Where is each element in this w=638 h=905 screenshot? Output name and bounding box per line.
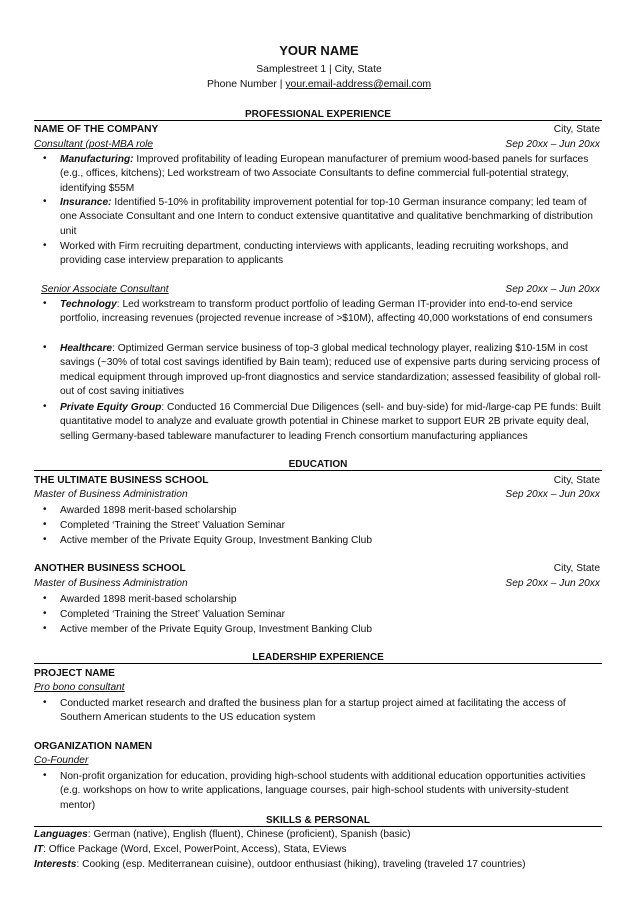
phone-label: Phone Number | [206, 79, 286, 90]
bullet-icon: • [43, 534, 47, 545]
bullet-icon: • [43, 770, 47, 781]
role-dates: Sep 20xx – Jun 20xx [505, 284, 600, 295]
list-item: Completed ‘Training the Street’ Valuation Seminar [60, 609, 285, 620]
school-location: City, State [553, 475, 600, 486]
list-item: Worked with Firm recruiting department, conducting interviews with applicants, leading recruiting workshops, and providing case interview preparation to applicants [60, 241, 569, 267]
bullet-icon: • [43, 342, 47, 353]
bullet-icon: • [43, 298, 47, 309]
company-name: NAME OF THE COMPANY [34, 124, 159, 135]
email-link[interactable]: your.email-address@email.com [285, 79, 432, 90]
degree: Master of Business Administration [34, 489, 188, 500]
list-item: Manufacturing: Improved profitability of leading European manufacturer of premium wood-based panels for surfaces (e.g., offices, kitchens); Led workstream of two Associate Consultants to define commercial full-potential strategy, identifying $55M [60, 154, 589, 194]
list-item: Technology: Led workstream to transform product portfolio of leading German IT-provider into end-to-end service portfolio, increasing revenues (projected revenue increase of >$10M), affecting 40,000 workstations of end consumers [60, 299, 593, 325]
bullet-icon: • [43, 608, 47, 619]
school-name: ANOTHER BUSINESS SCHOOL [34, 563, 186, 574]
school-location: City, State [553, 563, 600, 574]
list-item: Active member of the Private Equity Group, Investment Banking Club [60, 624, 372, 635]
list-item: Insurance: Identified 5-10% in profitability improvement potential for top-10 German insurance company; led team of one Associate Consultant and one Intern to conduct extensive quantitative and qualitative benchmarking of distribution unit [60, 197, 593, 237]
list-item: Non-profit organization for education, providing high-school students with additional education opportunities activities (e.g. workshops on how to write applications, language courses, pair high-school students with university-student mentor) [60, 771, 586, 811]
role-title: Consultant (post-MBA role [34, 139, 154, 150]
bullet-icon: • [43, 153, 47, 164]
role-dates: Sep 20xx – Jun 20xx [505, 139, 600, 150]
degree-dates: Sep 20xx – Jun 20xx [505, 489, 600, 500]
degree-dates: Sep 20xx – Jun 20xx [505, 578, 600, 589]
bullet-icon: • [43, 196, 47, 207]
resume-name: YOUR NAME [279, 43, 359, 58]
role-title: Senior Associate Consultant [41, 284, 169, 295]
list-item: Completed ‘Training the Street’ Valuation Seminar [60, 520, 285, 531]
bullet-icon: • [43, 504, 47, 515]
project-name: PROJECT NAME [34, 668, 115, 679]
skills-interests: Interests: Cooking (esp. Mediterranean cuisine), outdoor enthusiast (hiking), traveling (traveled 17 countries) [34, 859, 526, 870]
skills-it: IT: Office Package (Word, Excel, PowerPoint, Access), Stata, EViews [34, 844, 347, 855]
bullet-icon: • [43, 697, 47, 708]
organization-role: Co-Founder [34, 755, 89, 766]
degree: Master of Business Administration [34, 578, 188, 589]
list-item: Active member of the Private Equity Group, Investment Banking Club [60, 535, 372, 546]
bullet-icon: • [43, 401, 47, 412]
section-leadership: LEADERSHIP EXPERIENCE [34, 652, 602, 664]
contact-line [0, 79, 638, 90]
organization-name: ORGANIZATION NAMEN [34, 741, 153, 752]
bullet-icon: • [43, 240, 47, 251]
address-line: Samplestreet 1 | City, State [256, 64, 382, 75]
list-item: Awarded 1898 merit-based scholarship [60, 505, 237, 516]
bullet-icon: • [43, 519, 47, 530]
project-role: Pro bono consultant [34, 682, 125, 693]
skills-languages: Languages: German (native), English (fluent), Chinese (proficient), Spanish (basic) [34, 829, 411, 840]
list-item: Awarded 1898 merit-based scholarship [60, 594, 237, 605]
section-education: EDUCATION [34, 459, 602, 471]
list-item: Conducted market research and drafted the business plan for a startup project aimed at facilitating the access of Southern American students to the US education system [60, 698, 566, 724]
list-item: Private Equity Group: Conducted 16 Commercial Due Diligences (sell- and buy-side) for mid-/large-cap PE funds: Built quantitative model to analyze and evaluate growth potential in Chinese market to support EUR 2B private equity deal, selling Germany-based tableware manufacturer to leading French consortium manufacturing appliances [60, 402, 601, 442]
bullet-icon: • [43, 593, 47, 604]
bullet-icon: • [43, 623, 47, 634]
section-skills: SKILLS & PERSONAL [34, 815, 602, 827]
list-item: Healthcare: Optimized German service business of top-3 global medical technology player, realizing $10-15M in cost savings (~30% of total cost savings identified by Bain team); reduced use of expensive parts during servicing process of medical equipment through improved up-front diagnostics and service standardization; assessed feasibility of global roll-out of cost saving initiatives [60, 343, 601, 397]
company-location: City, State [553, 124, 600, 135]
section-experience: PROFESSIONAL EXPERIENCE [34, 109, 602, 121]
school-name: THE ULTIMATE BUSINESS SCHOOL [34, 475, 209, 486]
